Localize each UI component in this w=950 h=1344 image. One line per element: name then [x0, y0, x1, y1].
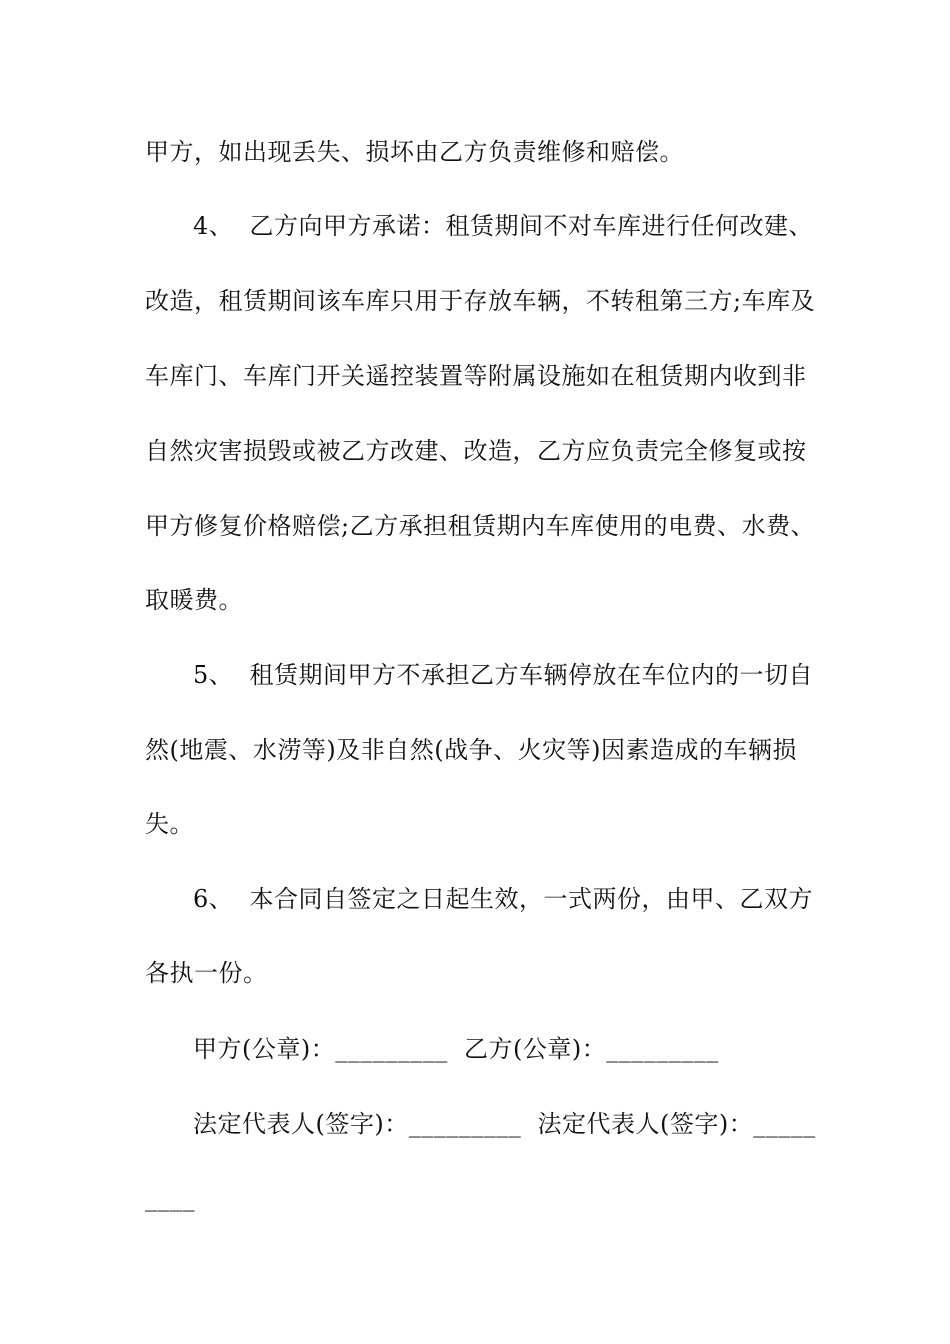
- clause-5-line: 5、 租赁期间甲方不承担乙方车辆停放在车位内的一切自: [193, 661, 814, 689]
- clause-4-line: 4、 乙方向甲方承诺：租赁期间不对车库进行任何改建、: [193, 212, 814, 240]
- paragraph-line: 车库门、车库门开关遥控装置等附属设施如在租赁期内收到非: [145, 362, 807, 390]
- paragraph-line: 甲方修复价格赔偿;乙方承担租赁期内车库使用的电费、水费、: [145, 512, 816, 540]
- paragraph-line: 各执一份。: [145, 959, 268, 987]
- paragraph-line: 自然灾害损毁或被乙方改建、改造，乙方应负责完全修复或按: [145, 437, 807, 465]
- paragraph-line: 取暖费。: [145, 586, 243, 614]
- clause-6-line: 6、 本合同自签定之日起生效，一式两份，由甲、乙双方: [193, 885, 814, 913]
- signature-continuation-line: ____: [145, 1184, 195, 1212]
- paragraph-line: 甲方，如出现丢失、损坏由乙方负责维修和赔偿。: [145, 138, 684, 166]
- paragraph-line: 失。: [145, 810, 194, 838]
- signature-representative-line: 法定代表人(签字)：_________ 法定代表人(签字)：_____: [193, 1110, 816, 1138]
- signature-seal-line: 甲方(公章)：_________ 乙方(公章)：_________: [193, 1035, 719, 1063]
- paragraph-line: 改造，租赁期间该车库只用于存放车辆，不转租第三方;车库及: [145, 287, 816, 315]
- paragraph-line: 然(地震、水涝等)及非自然(战争、火灾等)因素造成的车辆损: [145, 736, 797, 764]
